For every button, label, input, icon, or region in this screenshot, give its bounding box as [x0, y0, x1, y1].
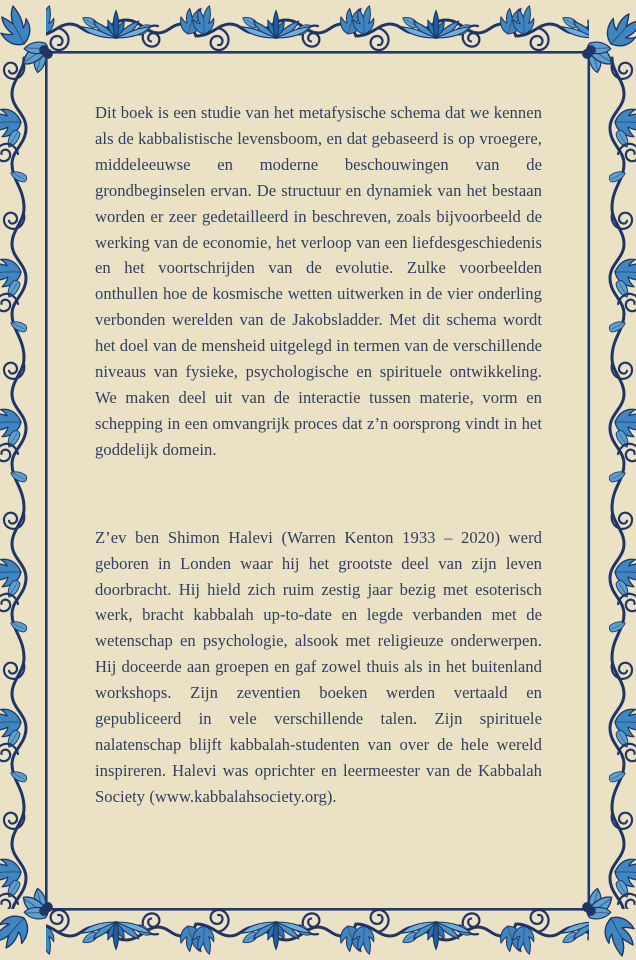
- right-border-band: [608, 58, 636, 958]
- author-bio-paragraph: Z’ev ben Shimon Halevi (Warren Kenton 1933 – 2020) werd geboren in Londen waar hij het grootste deel van zijn leven doorbracht. Hij hield zich ruim zestig jaar bezig met esoterisch werk, bracht kabbalah up-to-date en legde verbanden met de wetenschap en psychologie, alsook met religieuze onderwerpen. Hij doceerde aan groepen en gaf zowel thuis als in het buitenland workshops. Zijn zeventien boeken werden vertaald en gepubliceerd in vele verschillende talen. Zijn spirituele nalatenschap blijft kabbalah-studenten van over de hele wereld inspireren. Halevi was oprichter en leermeester van de Kabbalah Society (www.kabbalahsociety.org).: [95, 527, 542, 806]
- corner-tulip-bottom-right: [598, 911, 636, 958]
- back-cover-text: [95, 100, 542, 810]
- left-border-band: [0, 58, 28, 958]
- corner-tulip-top-right: [600, 6, 636, 53]
- bottom-border-band: [31, 908, 636, 954]
- corner-ornament-top-left: [19, 41, 53, 73]
- top-border-band: [31, 5, 636, 51]
- corner-tulip-bottom-left: [0, 909, 35, 956]
- corner-ornament-bottom-left: [19, 888, 53, 920]
- blurb-paragraph: Dit boek is een studie van het metafysische schema dat we kennen als de kabbalistische levensboom, en dat gebaseerd is op vroegere, middeleeuwse en moderne beschouwingen van de grondbeginselen ervan. De structuur en dynamiek van het bestaan worden er zeer gedetailleerd in beschreven, zoals bijvoorbeeld de werking van de economie, het verloop van een liefdesgeschiedenis en het voortschrijden van de evolutie. Zulke voorbeelden onthullen hoe de kosmische wetten uitwerken in de vier onderling verbonden werelden van de Jakobsladder. Met dit schema wordt het doel van de mensheid uitgelegd in termen van de verschillende niveaus van fysieke, psychologische en spirituele ontwikkeling. We maken deel uit van de interactie tussen materie, vorm en schepping in een omvangrijk proces dat z’n oorsprong vindt in het goddelijk domein.: [95, 103, 542, 459]
- corner-ornament-bottom-right: [582, 888, 616, 920]
- corner-tulip-top-left: [0, 4, 37, 51]
- corner-ornament-top-right: [582, 41, 616, 73]
